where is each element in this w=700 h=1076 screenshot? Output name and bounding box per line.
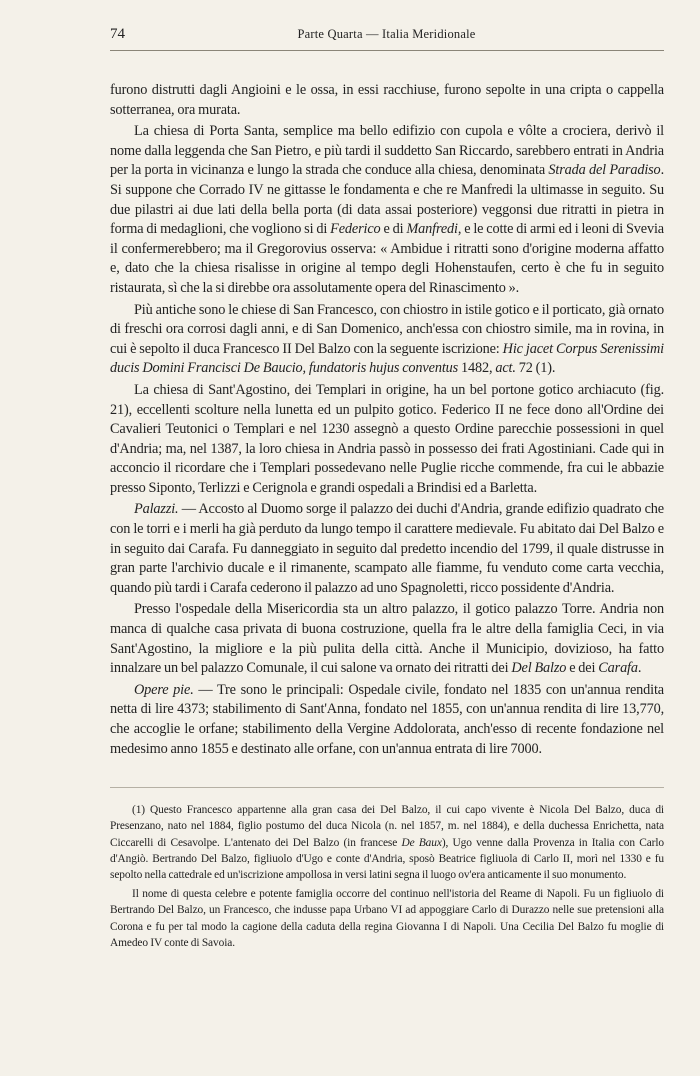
footnote-1 (110, 802, 664, 883)
italic-span: Manfredi (406, 221, 458, 238)
running-title: Parte Quarta — Italia Meridionale (297, 27, 476, 41)
text-span: — Tre sono le principali: Ospedale civile, fondato nel 1835 con un'annua rendita netta di lire 4373; stabilimento di Sant'Anna, fondato nel 1855, con un'annua rendita di lire 13,770, che accoglie le orfane; stabilimento della Vergine Addolorata, anch'esso di recente fondazione nel medesimo anno 1855 e destinato alle orfane, con un'annua entrata di lire 7000. (110, 681, 664, 757)
paragraph-porta-santa (110, 122, 664, 298)
book-page (110, 26, 664, 951)
section-label-opere-pie: Opere pie. (134, 681, 194, 698)
text-span: e dei (566, 660, 599, 677)
text-span: Presso l'ospedale della Misericordia sta un altro palazzo, il gotico palazzo Torre. Andria non manca di qualche casa privata di buona costruzione, quella fra le altre della famiglia Ceci, in via Sant'Agostino, la migliore e la più pulita della città. Anche il Municipio, dovizioso, ha fatto innalzare un bel palazzo Comunale, il cui salone va ornato dei ritratti dei (110, 601, 664, 677)
text-span: ), Ugo venne dalla Provenza in Italia con Carlo d'Angiò. Bertrando Del Balzo, figliuolo d'Ugo e conte d'Andria, sposò Beatrice figliuola di Carlo II, morì nel 1330 e fu sepolto nella cattedrale ed un'iscrizione ampollosa in versi latini segna il luogo ov'era anticamente il suo monumento. (110, 836, 665, 881)
paragraph-palazzo-torre (110, 600, 664, 678)
footnotes (110, 802, 664, 951)
italic-span: Federico (330, 221, 381, 238)
paragraph-cripta (110, 81, 664, 120)
italic-span: Strada del Paradiso (548, 162, 661, 179)
section-label-palazzi: Palazzi. (134, 501, 179, 518)
text-span: Il nome di questa celebre e potente famiglia occorre del continuo nell'istoria del Reame di Napoli. Fu un figliuolo di Bertrando Del Balzo, un Francesco, che indusse papa Urbano VI ad appoggiare Carlo di Durazzo nelle sue pretensioni alla Corona e fu per tal modo la cagione della caduta della regina Giovanna I di Napoli. Una Cecilia Del Balzo fu moglie di Amedeo IV conte di Savoia. (110, 888, 664, 949)
running-header (110, 26, 664, 51)
text-span: Più antiche sono le chiese di San Francesco, con chiostro in istile gotico e il porticato, già ornato di freschi ora corrosi dagli anni, e di San Domenico, anch'essa con chiostro simile, ma in rovina, in cui è sepolto il duca Francesco II Del Balzo con la seguente iscrizione: (110, 301, 664, 357)
paragraph-palazzi (110, 500, 664, 598)
footnote-1-continued (110, 886, 664, 951)
text-span: La chiesa di Sant'Agostino, dei Templari in origine, ha un bel portone gotico archiacuto (fig. 21), eccellenti scolture nella lunetta ed un pulpito gotico. Federico II ne fece dono all'Ordine dei Cavalieri Teutonici o Templari e nel 1230 assegnò a questo Ordine parecchie possessioni in quel d'Andria; ma, nel 1387, la loro chiesa in Andria passò in possesso dei frati Agostiniani. Cade qui in acconcio il ricordare che i Templari possedevano nelle Puglie ricche commende, fra cui le abbazie presso Siponto, Terlizzi e Cerignola e grandi ospedali a Brindisi ed a Barletta. (110, 381, 664, 496)
italic-span: Hic jacet Corpus Serenissimi ducis Domini Francisci De Baucio, fundatoris hujus conventus (110, 340, 664, 377)
paragraph-opere-pie (110, 681, 664, 759)
text-span: . Si suppone che Corrado IV ne gittasse le fondamenta e che re Manfredi la ultimasse in seguito. Su due pilastri ai due lati della bella porta (di data assai posteriore) veggonsi due ritratti in pietra in forma di medaglioni, che vogliono si di (110, 162, 664, 238)
text-span: . (637, 660, 642, 677)
footnote-divider (110, 787, 664, 788)
paragraph-san-francesco (110, 301, 664, 379)
text-span: (1) Questo Francesco appartenne alla gran casa dei Del Balzo, il cui capo vivente è Nicola Del Balzo, duca di Presenzano, nato nel 1884, figlio postumo del duca Nicola (n. nel 1857, m. nel 1884), e della duchessa Enrichetta, nata Ciccarelli di Cesavolpe. L'antenato dei Del Balzo (in francese (110, 804, 664, 849)
text-span: , e le cotte di armi ed i leoni di Svevia il confermerebbero; ma il Gregorovius osserva: « Ambidue i ritratti sono d'origine moderna affatto e, dato che la chiesa risalisse in origine al tempo degli Hohenstaufen, certo è che fu in seguito ristaurata, sì che la si direbbe ora assolutamente opera del Rinascimento ». (110, 221, 664, 296)
italic-span: Del Balzo (511, 660, 567, 677)
text-span: furono distrutti dagli Angioini e le ossa, in essi racchiuse, furono sepolte in una cripta o cappella sotterranea, ora murata. (110, 82, 664, 118)
italic-span: De Baux (401, 836, 442, 849)
italic-span: Carafa (598, 660, 638, 677)
paragraph-sant-agostino (110, 381, 664, 499)
text-span: 72 (1). (515, 360, 556, 377)
main-text (110, 81, 664, 759)
text-span: — Accosto al Duomo sorge il palazzo dei duchi d'Andria, grande edifizio quadrato che con le torri e i merli ha già perduto da lungo tempo il carattere medievale. Fu abitato dai Del Balzo e in seguito dai Carafa. Fu danneggiato in seguito dal predetto incendio del 1799, il quale distrusse in gran parte l'archivio ducale e il rimanente, scampato alle fiamme, fu venduto come carta vecchia, quando più tardi i Carafa cederono il palazzo ad uno Spagnoletti, ricco possidente d'Andria. (110, 501, 664, 596)
italic-span: act. (495, 360, 516, 377)
text-span: 1482, (458, 360, 496, 377)
text-span: La chiesa di Porta Santa, semplice ma bello edifizio con cupola e vôlte a crociera, derivò il nome dalla leggenda che San Pietro, e più tardi il suddetto San Riccardo, sarebbero entrati in Andria per la porta in vicinanza e lungo la strada che conduce alla chiesa, denominata (110, 123, 664, 179)
text-span: e di (380, 221, 407, 238)
page-number: 74 (110, 26, 125, 42)
